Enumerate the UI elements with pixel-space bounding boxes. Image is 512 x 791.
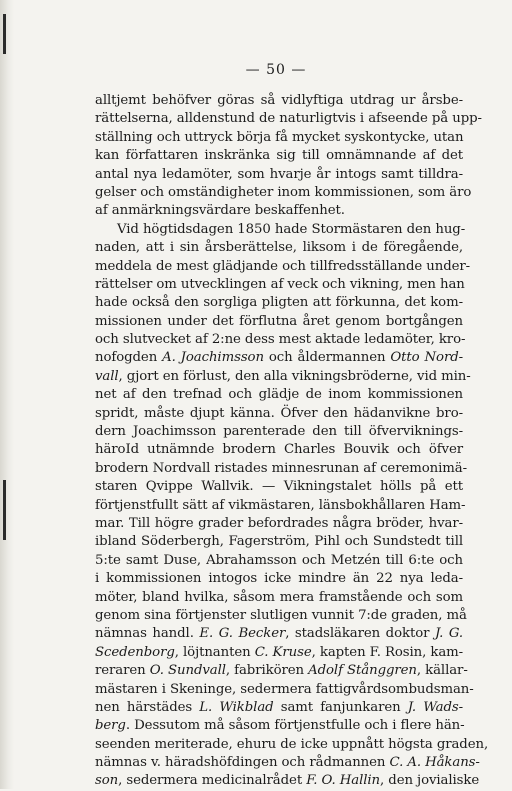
gutter-mark xyxy=(3,480,6,540)
text-line: nämnas v. häradshöfdingen och rådmannen C. A. Håkans- xyxy=(95,755,480,771)
text-line: möter, bland hvilka, såsom mera framstående och som xyxy=(95,589,463,605)
text-line: genom sina förtjenster slutligen vunnit 7:de graden, må xyxy=(95,607,467,623)
text-line: Scedenborg, löjtnanten C. Kruse, kapten F. Rosin, kam- xyxy=(95,644,464,660)
text-line: häroId utnämnde brodern Charles Bouvik och öfver xyxy=(95,442,463,458)
text-line: ställning och uttryck börja få mycket syskontycke, utan xyxy=(95,129,464,145)
text-line: mar. Till högre grader befordrades några bröder, hvar- xyxy=(95,515,463,531)
page-number: — 50 — xyxy=(245,62,307,78)
text-line: ibland Söderbergh, Fagerström, Pihl och Sundstedt till xyxy=(95,534,463,550)
text-line: alltjemt behöfver göras så vidlyftiga utdrag ur årsbe- xyxy=(95,93,463,108)
text-line: antal nya ledamöter, som hvarje år intogs samt tilldra- xyxy=(95,166,463,182)
text-line: missionen under det förflutna året genom bortgången xyxy=(95,313,463,329)
text-line: af anmärkningsvärdare beskaffenhet. xyxy=(95,203,345,219)
gutter-mark xyxy=(3,14,6,54)
text-line: berg. Dessutom må såsom förtjenstfulle och i flere hän- xyxy=(95,718,465,734)
text-line: nen härstädes L. Wikblad samt fanjunkaren J. Wads- xyxy=(95,699,463,715)
text-line: dern Joachimsson parenterade den till öfverviknings- xyxy=(95,424,463,440)
text-line: son, sedermera medicinalrådet F. O. Hallin, den jovialiske xyxy=(95,773,480,789)
text-line: reraren O. Sundvall, fabrikören Adolf Stånggren, källar- xyxy=(95,663,468,679)
text-line: hade också den sorgliga pligten att förkunna, det kom- xyxy=(95,295,463,311)
text-line: net af den trefnad och glädje de inom kommissionen xyxy=(95,387,463,403)
text-line: och slutvecket af 2:ne dess mest aktade ledamöter, kro- xyxy=(95,332,466,348)
text-line: kan författaren inskränka sig till omnämnande af det xyxy=(95,148,463,164)
text-line: nofogden A. Joachimsson och åldermannen Otto Nord- xyxy=(95,350,464,366)
text-line: spridt, måste djupt känna. Öfver den hädanvikne bro- xyxy=(95,405,463,421)
text-line: Vid högtidsdagen 1850 hade Stormästaren den hug- xyxy=(117,221,466,237)
text-line: rättelserna, alldenstund de naturligtvis i afseende på upp- xyxy=(95,111,482,127)
text-line: staren Qvippe Wallvik. — Vikningstalet hölls på ett xyxy=(95,479,463,495)
text-line: mästaren i Skeninge, sedermera fattigvårdsombudsman- xyxy=(95,681,474,697)
text-line: förtjenstfullt sätt af vikmästaren, länsbokhållaren Ham- xyxy=(95,497,466,513)
text-line: naden, att i sin årsberättelse, liksom i de föregående, xyxy=(95,240,463,256)
text-line: gelser och omständigheter inom kommissionen, som äro xyxy=(95,184,472,200)
text-line: brodern Nordvall ristades minnesrunan af ceremonimä- xyxy=(95,460,467,476)
text-line: i kommissionen intogos icke mindre än 22 nya leda- xyxy=(95,571,463,587)
text-line: seenden meriterade, ehuru de icke uppnått högsta graden, xyxy=(95,736,489,752)
text-line: vall, gjort en förlust, den alla vikningsbröderne, vid min- xyxy=(95,368,471,384)
text-line: rättelser om utvecklingen af veck och vikning, men han xyxy=(95,276,465,292)
text-line: 5:te samt Duse, Abrahamsson och Metzén till 6:te och xyxy=(95,552,463,568)
text-line: nämnas handl. E. G. Becker, stadsläkaren doktor J. G. xyxy=(95,626,464,642)
text-line: meddela de mest glädjande och tillfredsställande under- xyxy=(95,258,471,274)
binding-gutter xyxy=(0,0,14,789)
body-text xyxy=(95,92,489,791)
